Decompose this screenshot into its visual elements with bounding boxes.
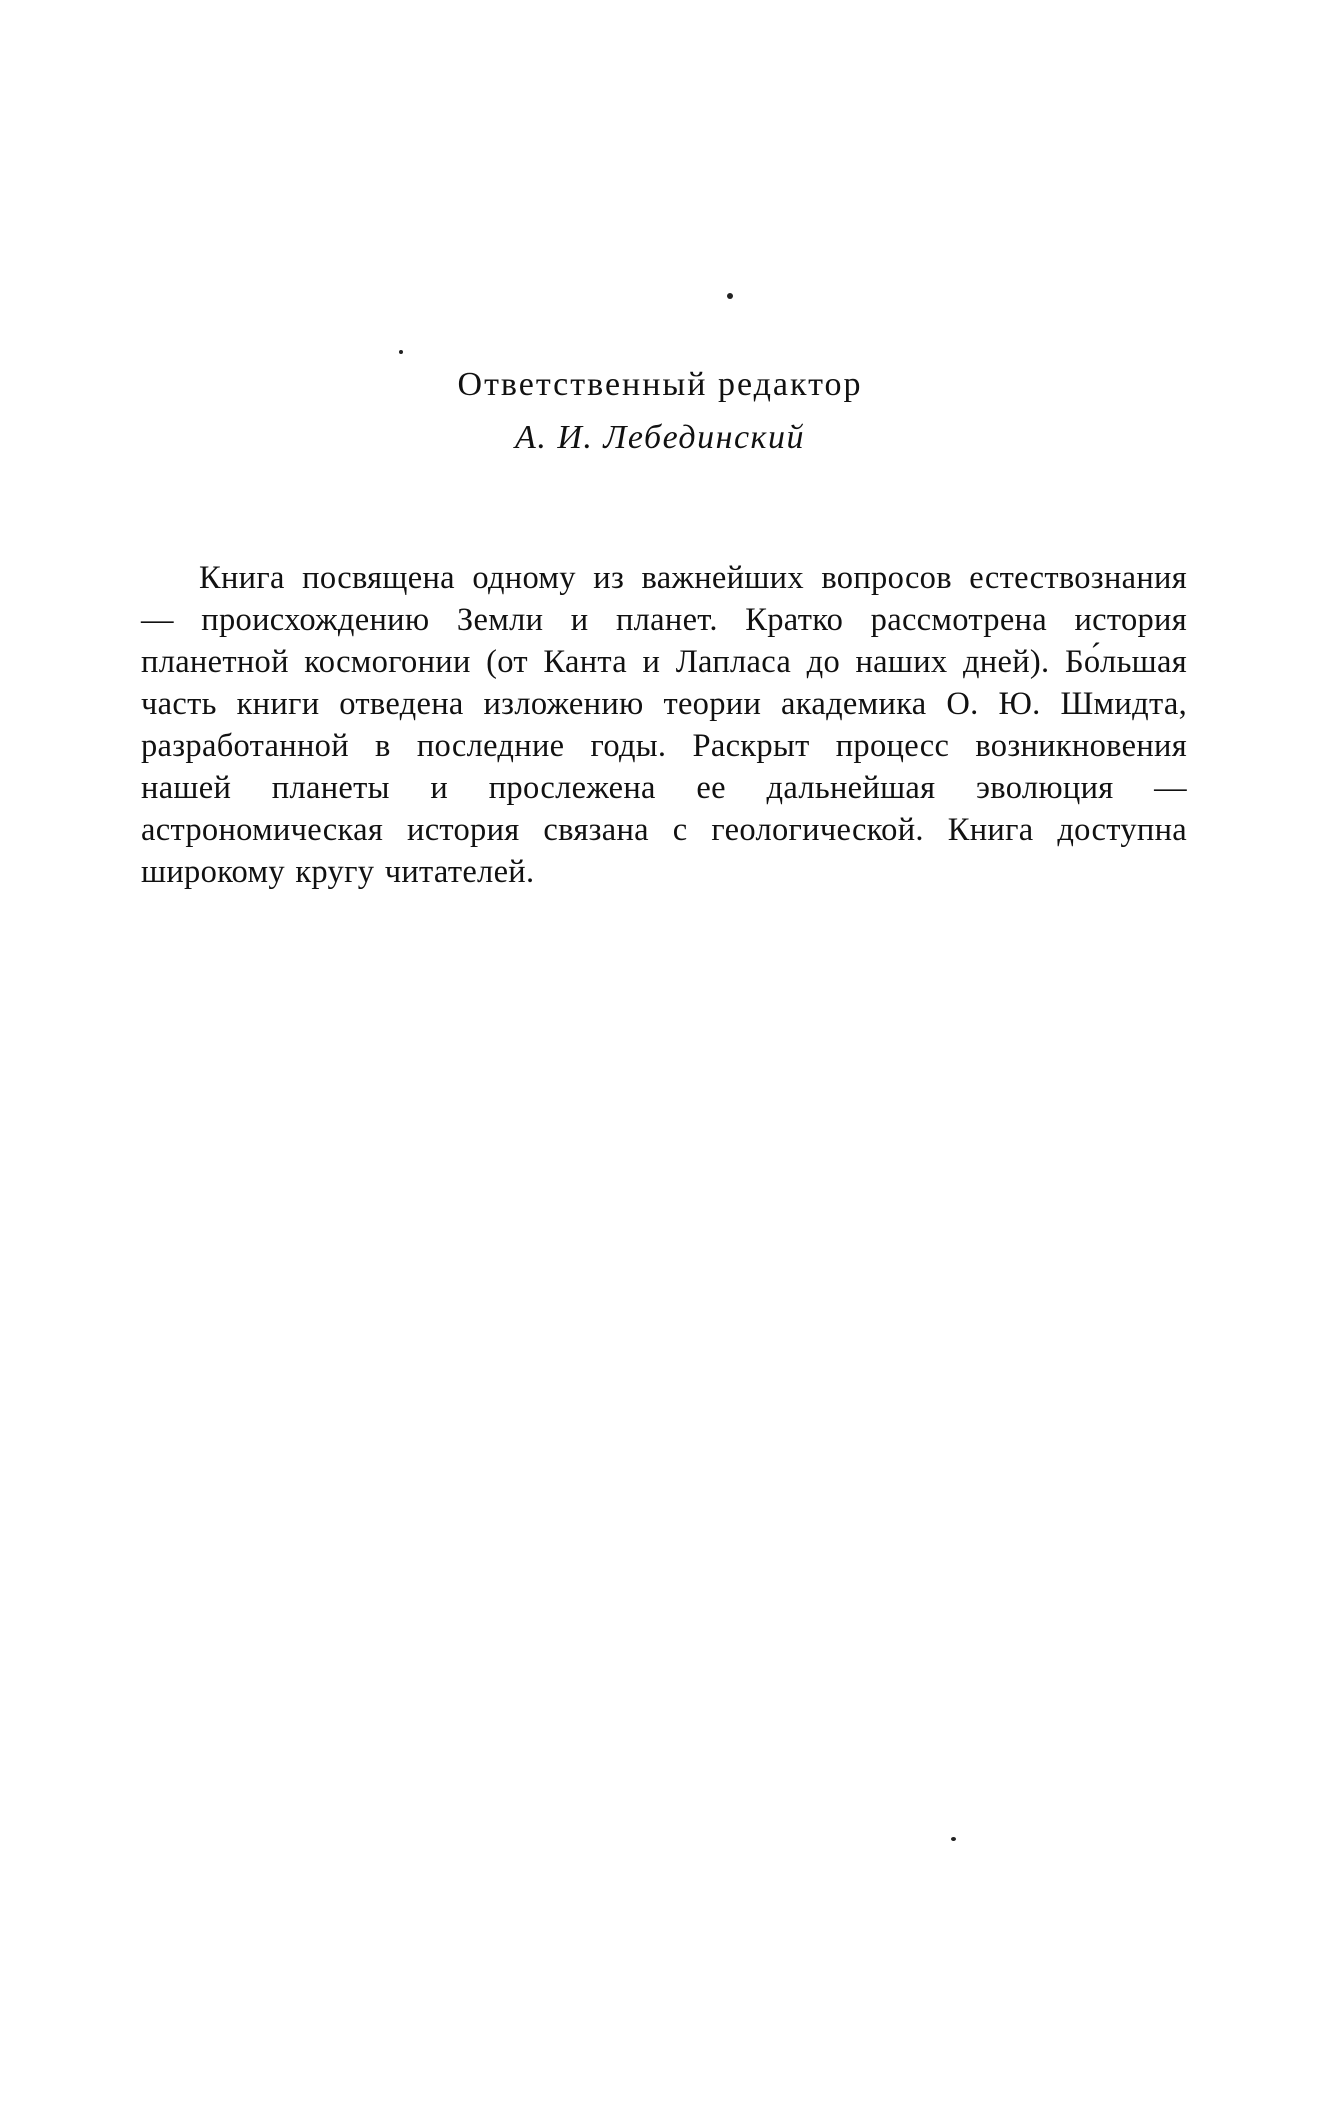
editor-name: А. И. Лебединский: [515, 419, 805, 456]
book-annotation: Книга посвящена одному из важнейших вопросов естествознания — происхождению Земли и планет. Кратко рассмотрена история планетной космогонии (от Канта и Лапласа до наших дней). Бо́льшая часть книги отведена изложению теории академика О. Ю. Шмидта, разработанной в последние годы. Раскрыт процесс возникновения нашей планеты и прослежена ее дальнейшая эволюция — астрономическая история связана с геологической. Книга доступна широкому кругу читателей.: [141, 560, 1187, 890]
ink-speck: [399, 350, 403, 354]
editor-role: Ответственный редактор: [457, 366, 863, 403]
ink-speck: [727, 293, 733, 299]
ink-speck: [951, 1837, 956, 1841]
editor-credit: [360, 362, 960, 462]
